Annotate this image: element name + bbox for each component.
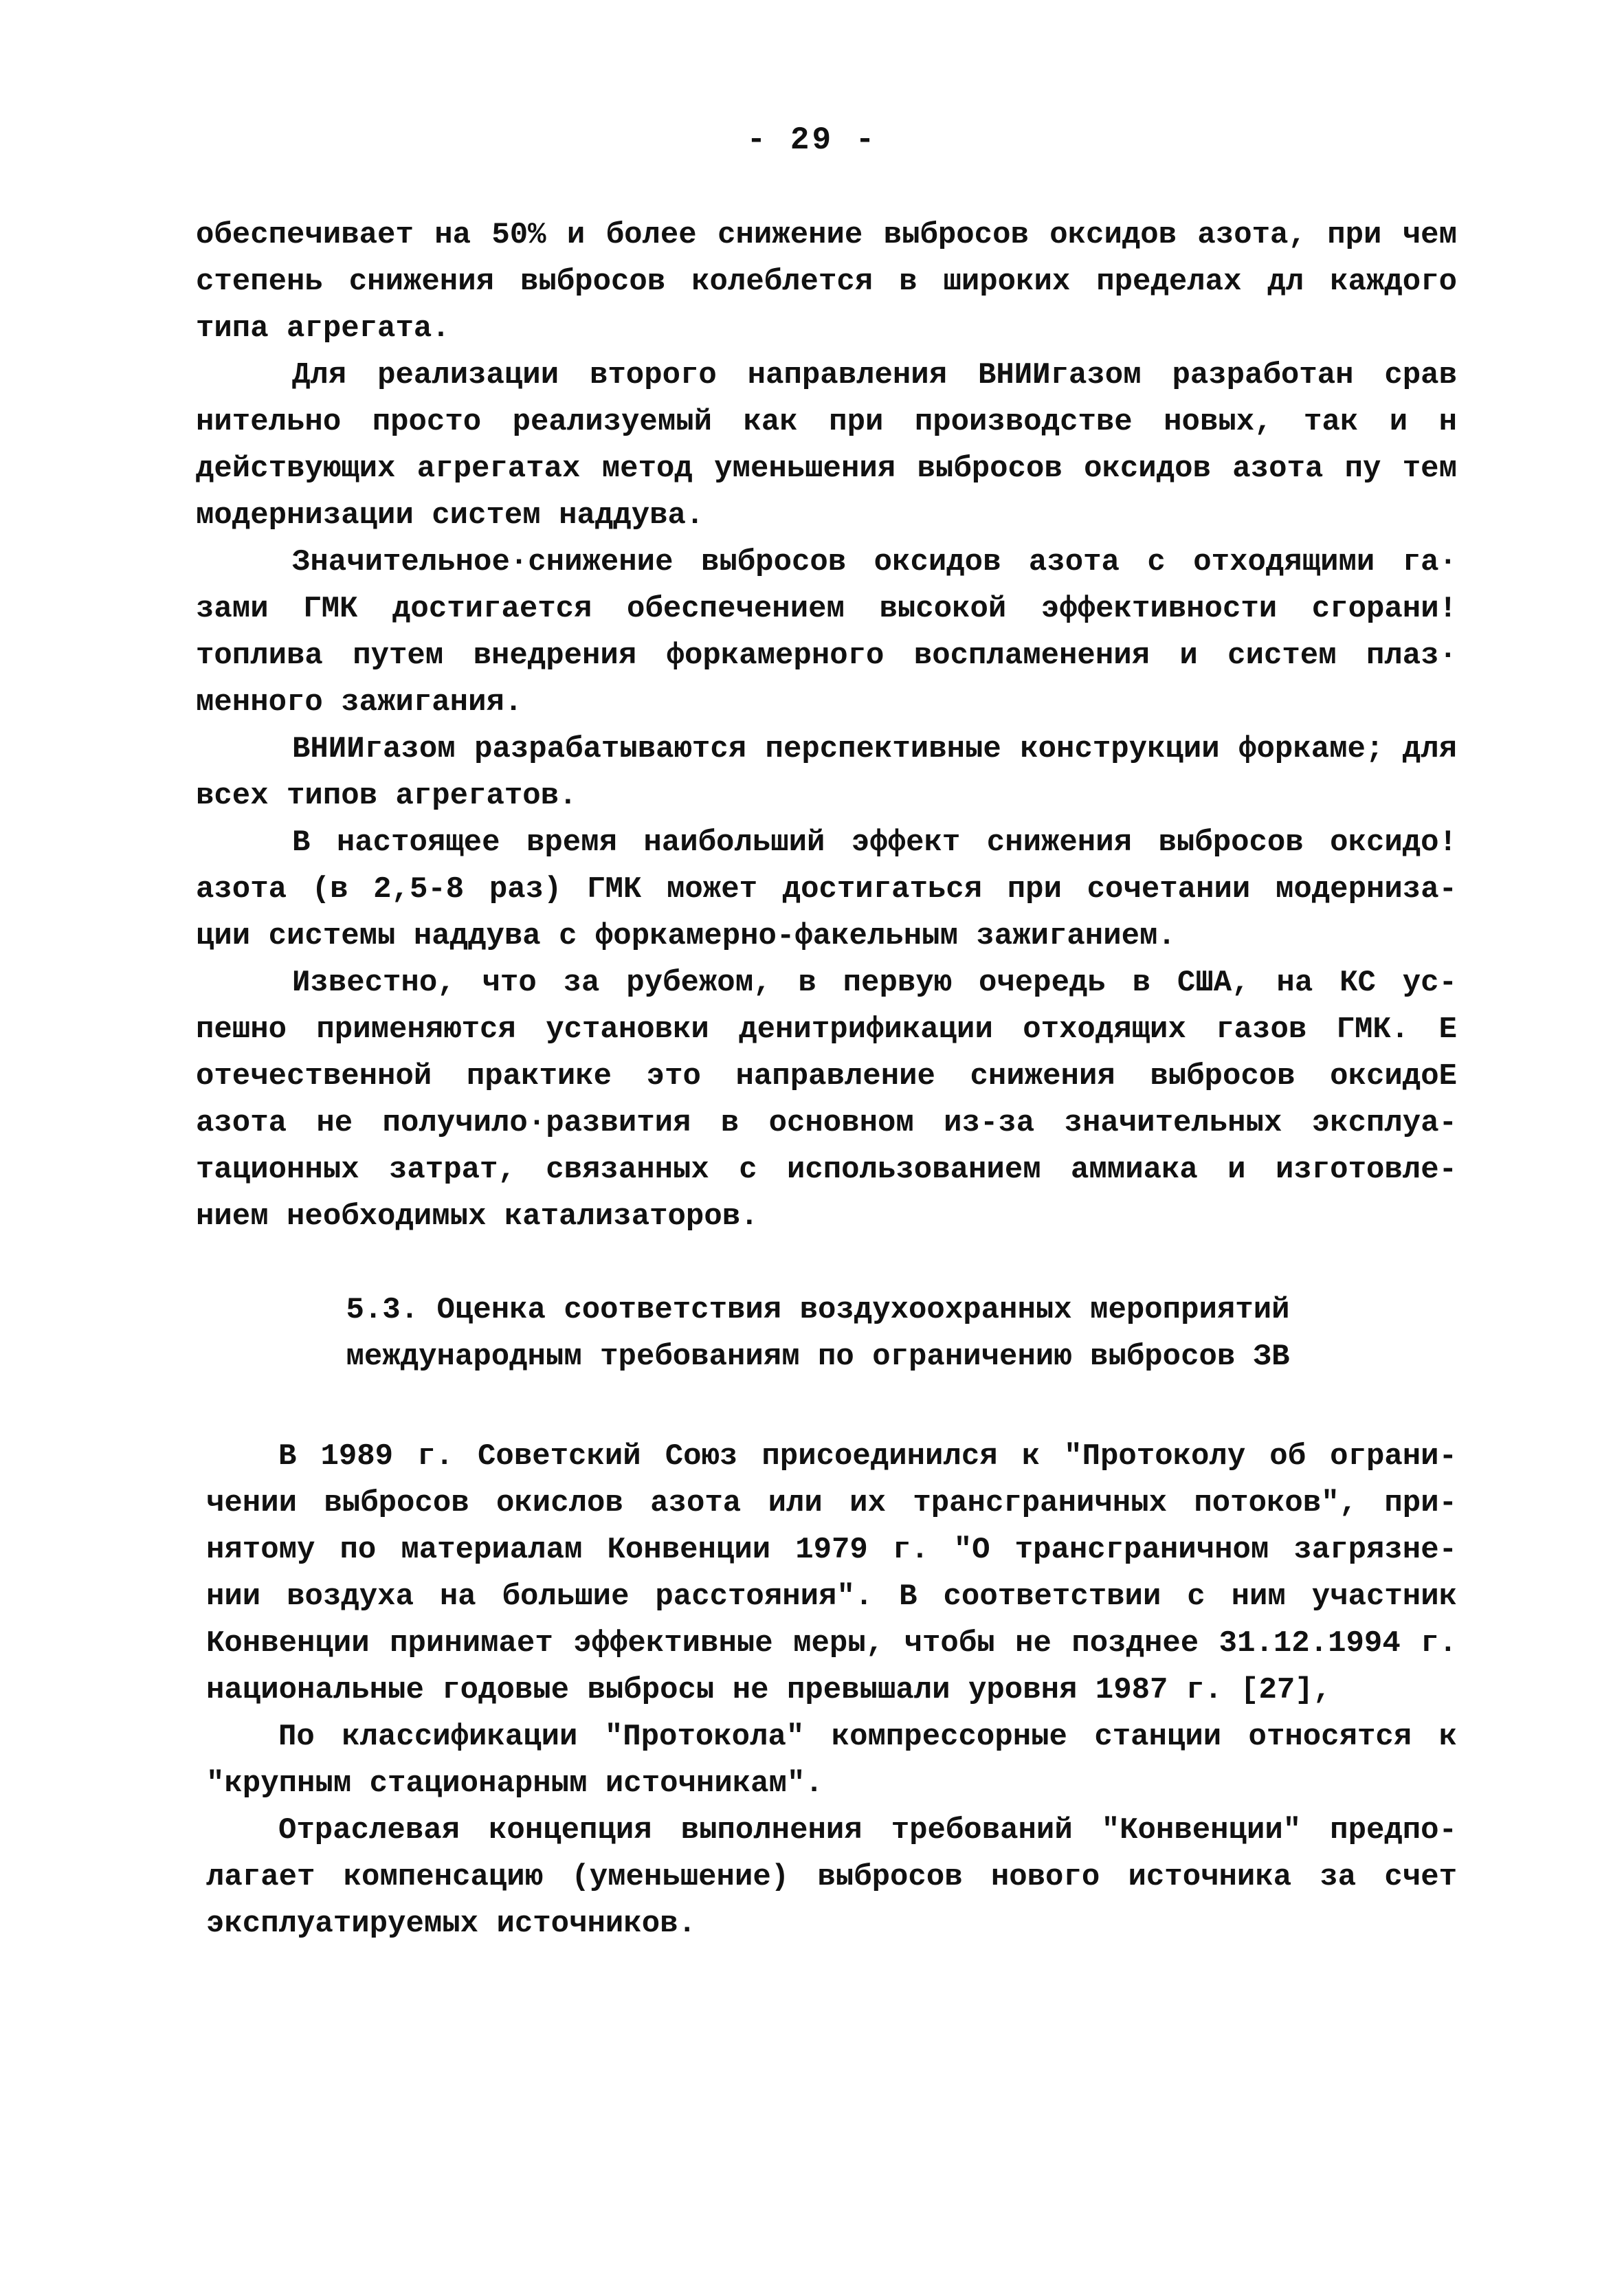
section-heading [302,1287,1333,1380]
paragraph: Отраслевая концепция выполнения требований "Конвенции" предпо- лагает компенсацию (уменьшение) выбросов нового источника за счет эксплуатируемых источников. [206,1813,1457,1941]
paragraph: Для реализации второго направления ВНИИгазом разработан срав нительно просто реализуемый как при производстве новых, так и н действующих агрегатах метод уменьшения выбросов оксидов азота пу тем модернизации систем наддува. [196,358,1457,533]
paragraph: В 1989 г. Советский Союз присоединился к "Протоколу об ограни- чении выбросов окислов азота или их трансграничных потоков", при- нятому по материалам Конвенции 1979 г. "О трансграничном загрязне- нии воздуха на большие расстояния". В соответствии с ним участник Конвенции принимает эффективные меры, чтобы не позднее 31.12.1994 г. национальные годовые выбросы не превышали уровня 1987 г. [27], [206,1439,1457,1707]
paragraph: По классификации "Протокола" компрессорные станции относятся к "крупным стационарным источникам". [206,1720,1457,1801]
paragraph: обеспечивает на 50% и более снижение выбросов оксидов азота, при чем степень снижения выбросов колеблется в широких пределах дл каждого типа агрегата. [196,218,1457,346]
section-heading-line-2: международным требованиям по ограничению выбросов ЗВ [346,1340,1290,1374]
section-heading-line-1: 5.3. Оценка соответствия воздухоохранных мероприятий [346,1293,1290,1327]
paragraph: Значительное·снижение выбросов оксидов азота с отходящими га· зами ГМК достигается обеспечением высокой эффективности сгорани! топлива путем внедрения форкамерного воспламенения и систем плаз· менного зажигания. [196,545,1457,720]
paragraph: В настоящее время наибольший эффект снижения выбросов оксидо! азота (в 2,5-8 раз) ГМК может достигаться при сочетании модерниза- ции системы наддува с форкамерно-факельным зажиганием. [196,825,1457,953]
section-body-1 [196,212,1457,1240]
section-body-2 [206,1433,1457,1947]
page-number: - 29 - [746,122,878,158]
paragraph: ВНИИгазом разрабатываются перспективные конструкции форкаме; для всех типов агрегатов. [196,732,1457,813]
paragraph: Известно, что за рубежом, в первую очередь в США, на КС ус- пешно применяются установки денитрификации отходящих газов ГМК. Е отечественной практике это направление снижения выбросов оксидоЕ азота не получило·развития в основном из-за значительных эксплуа- тационных затрат, связанных с использованием аммиака и изготовле- нием необходимых катализаторов. [196,966,1457,1234]
